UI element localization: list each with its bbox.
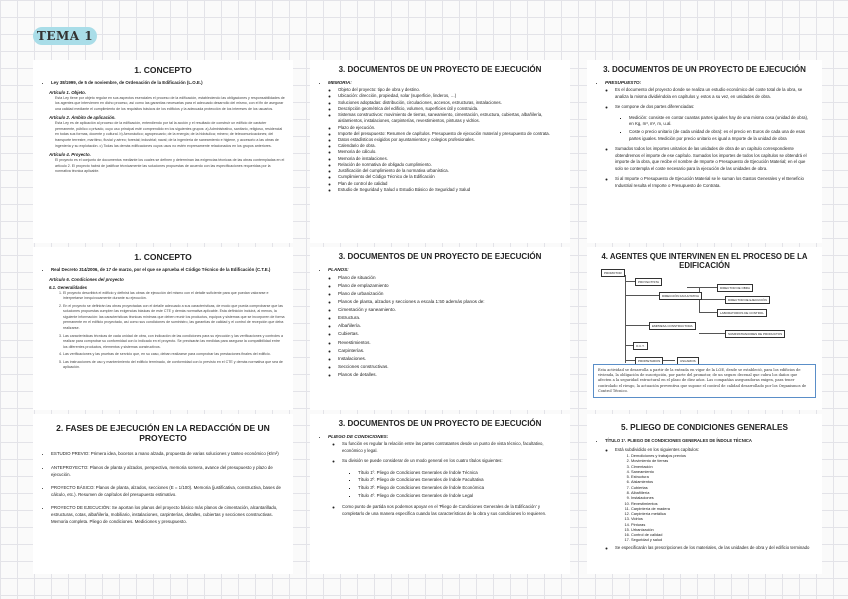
article-head: Artículo 2. Ámbito de aplicación. [49, 115, 116, 121]
card-memoria [310, 60, 570, 243]
list-item: ◦ Datos estadísticos exigidos por ayuntamientos y colegios profesionales. [338, 137, 562, 143]
paragraph: ◦ Sumados todos los importes unitarios de las unidades de obra de un capítulo correspondiente obtendremos el importe de ese capítulo. Sumados los importes de todos los capítulos se obtendrá el importe de la obra, que recibe el nombre de Importe o Presupuesto de Ejecución Material; en el que solo se contempla el coste necesario para la ejecución de las unidades de obra. [615, 146, 814, 172]
list-item: ◦ Albañilería. [338, 322, 562, 330]
list-item: ◦ Secciones constructivas. [338, 363, 562, 371]
list-item: 8. Albañilería [631, 490, 814, 495]
list-item: 12. Carpintería metálica [631, 511, 814, 516]
list-item: 16. Control de calidad [631, 532, 814, 537]
article-subhead: 6.1. Generalidades [49, 284, 87, 290]
org-box-oct: O.C.T. [633, 342, 648, 350]
card-fases [33, 414, 293, 574]
card-concepto-loe [33, 60, 293, 243]
org-box-laboratorios: LABORATORIOS DE CONTROL [717, 309, 767, 317]
list-item: • PROYECTO DE EJECUCIÓN: Se aportan los planos del proyecto básico más planos de cimentación, alcantarillado, estructuras, cotas, albañilería, mobiliario, instalaciones, carpinterías, detalles, cubiertas y secciones constructivas. Memoria completa. Pliego de condiciones. Mediciones y presupuesto. [51, 505, 285, 525]
list-item: ◦ Estudio de Seguridad y Salud o Estudio Básico de Seguridad y Salud [338, 187, 562, 193]
org-box-director-ejecucion: DIRECTOR DE EJECUCIÓN [725, 296, 770, 304]
list-item: ◦ Revestimientos. [338, 339, 562, 347]
section-heading: • MEMORIA: [328, 80, 562, 87]
card-title: 1. CONCEPTO [134, 252, 192, 262]
section-heading: • PRESUPUESTO: [605, 80, 814, 87]
article-body: El proyecto es el conjunto de documentos mediante los cuales se definen y determinan las exigencias técnicas de las obras contempladas en el artículo 2. El proyecto habrá de justificar técnicamente las soluciones propuestas de acuerdo con las especificaciones requeridas por la normativa técnica aplicable. [55, 158, 285, 174]
list-item: ◦ Memoria de cálculo. [338, 149, 562, 155]
list-item: 7. Cubiertas [631, 485, 814, 490]
list-item: 15. Urbanización [631, 527, 814, 532]
list-item: ◦ Memoria de instalaciones. [338, 156, 562, 162]
list-item: ◦ Carpinterías. [338, 347, 562, 355]
list-item: 13. Vidrios [631, 516, 814, 521]
list-item: ◦ Instalaciones. [338, 355, 562, 363]
org-box-proyectista: PROYECTISTA [635, 278, 662, 286]
list-item: ◦ Plazo de ejecución. [338, 125, 562, 131]
card-title: 1. CONCEPTO [134, 65, 192, 75]
paragraph: ◦ Como punto de partida nos podemos apoyar en el 'Pliego de Condiciones Generales de la Edificación' y completarlo de una manera específica cuando las características de la obra y sus condiciones lo requieren. [342, 504, 562, 517]
article-body: Esta Ley es de aplicación al proceso de la edificación, entendiendo por tal la acción y el resultado de construir un edificio de carácter permanente, público o privado, cuyo uso principal esté comprendido en los siguientes grupos: a) Administrativo, sanitario, religioso, residencial en todas sus formas, docente y cultural. b) Aeronáutico; agropecuario; de la energía; de la hidráulica; minero; de telecomunicaciones; del transporte terrestre, marítimo, fluvial y aéreo; forestal; industrial; naval; de la ingeniería de saneamiento e higiene, y accesorio a las obras de ingeniería y su explotación. c) Todas las demás edificaciones cuyos usos no estén expresamente relacionados en los grupos anteriores. [55, 121, 283, 148]
list-item: ◦ Plano de urbanización [338, 290, 562, 298]
list-item: 10. Revestimientos [631, 501, 814, 506]
article-body: Esta Ley tiene por objeto regular en sus aspectos esenciales el proceso de la edificación, estableciendo las obligaciones y responsabilidades de los agentes que intervienen en dicho proceso, así como las garantías necesarias para el adecuado desarrollo del mismo, con el fin de asegurar una calidad mediante el cumplimiento de los requisitos básicos de los edificios y la adecuada protección de los intereses de los usuarios. [55, 95, 285, 111]
org-box-direccion-facultativa: DIRECCIÓN FACULTATIVA [659, 292, 702, 300]
list-item: 5. Las instrucciones de uso y mantenimiento del edificio terminado, de conformidad con lo previsto en el CTE y demás normativa que sea de aplicación. [63, 360, 285, 371]
card-title: 2. FASES DE EJECUCIÓN EN LA REDACCIÓN DE UN PROYECTO [56, 423, 270, 444]
card-concepto-cte [33, 247, 293, 410]
note-box: Esta actividad se desarrolla a partir de la entrada en vigor de la LOE, desde se estableció, para los edificios de vivienda, la obligación de suscripción, por parte del promotor, de un seguro decenal que cubra los daños que afecten a la seguridad estructural en el plazo de diez años. Las compañías aseguradoras exigen, para tener controlado el riesgo, la actuación preventiva que supone el control de calidad desarrollado por los Organismos de Control Técnico. [593, 364, 816, 398]
card-presupuesto [587, 60, 822, 243]
list-item: ▪ Título 2º. Pliego de Condiciones Generales de Índole Facultativa [358, 476, 562, 484]
list-item: ◦ Plan de control de calidad [338, 181, 562, 187]
list-item: ▪ Título 3º. Pliego de Condiciones Generales de Índole Económica [358, 484, 562, 492]
list-item: ◦ Plano de situación [338, 274, 562, 282]
card-title: 3. DOCUMENTOS DE UN PROYECTO DE EJECUCIÓN [338, 252, 542, 261]
paragraph: ◦ Se especificarán las prescripciones de los materiales, de las unidades de obra y del edificio terminado [615, 545, 814, 551]
card-title: 3. DOCUMENTOS DE UN PROYECTO DE EJECUCIÓN [603, 65, 806, 74]
card-title: 3. DOCUMENTOS DE UN PROYECTO DE EJECUCIÓN [338, 65, 542, 74]
list-item: ◦ Soluciones adoptadas: distribución, circulaciones, accesos, estructuras, instalaciones. [338, 100, 562, 106]
section-heading: • PLIEGO DE CONDICIONES: [328, 434, 562, 441]
paragraph: ◦ Si al Importe o Presupuesto de Ejecución Material se le suman los Gastos Generales y el Beneficio Industrial resulta el Importe o Presupuesto de Contrata. [615, 176, 814, 189]
list-item: ◦ Calendario de obra. [338, 143, 562, 149]
lead-item: • Real Decreto 314/2006, de 17 de marzo, por el que se aprueba el Código Técnico de la Edificación (C.T.E.) [51, 267, 285, 273]
card-title: 4. AGENTES QUE INTERVINEN EN EL PROCESO DE LA EDIFICACIÓN [601, 252, 808, 271]
list-item: 4. Saneamiento [631, 469, 814, 474]
org-box-direccion-obra: DIRECTOR DE OBRA [717, 284, 753, 292]
list-item: ◦ Ubicación: dirección, propiedad, solar (superficie, linderos, …) [338, 93, 562, 99]
list-item: • ANTEPROYECTO: Planos de planta y alzados, perspectiva, memoria somera, avance del presupuesto y plazo de ejecución. [51, 465, 285, 478]
list-item: 11. Carpintería de madera [631, 506, 814, 511]
org-box-suministradores: SUMINISTRADORES DE PRODUCTOS [725, 330, 785, 338]
article-head: Artículo 4. Proyecto. [49, 152, 91, 158]
article-head: Artículo 1. Objeto. [49, 89, 87, 95]
lead-item: • Ley 38/1999, de 5 de noviembre, de Ordenación de la Edificación (L.O.E.) [51, 80, 285, 86]
list-item: ▪ Título 1º. Pliego de Condiciones Generales de Índole Técnica [358, 469, 562, 477]
list-item: ◦ Sistemas constructivos: movimiento de tierras, saneamiento, cimentación, estructura, cubiertas, albañilería, aislamientos, instalaciones, carpinterías, revestimientos, pinturas y vidrios. [338, 112, 562, 124]
list-item: ◦ Importe del presupuesto: Resumen de capítulos. Presupuesto de ejecución material y presupuesto de contrata. [338, 131, 562, 137]
list-item: 4. Las verificaciones y las pruebas de servicio que, en su caso, deban realizarse para comprobar las prestaciones finales del edificio. [63, 352, 285, 358]
paragraph: ◦ Es el documento del proyecto donde se realiza un estudio económico del coste total de la obra, se analiza la misma dividiéndola en capítulos y, estos a su vez, en unidades de obra. [615, 87, 814, 100]
card-title: 3. DOCUMENTOS DE UN PROYECTO DE EJECUCIÓN [338, 419, 542, 428]
list-item: ◦ Cumplimiento del Código Técnico de la Edificación [338, 174, 562, 180]
list-item: ◦ Estructura. [338, 314, 562, 322]
list-item: ▪ Medición: consiste en contar cuantas partes iguales hay de una misma cosa (unidad de obra), en Kg, m³, m², m, u.al. [629, 115, 814, 128]
list-item: 14. Pinturas [631, 522, 814, 527]
list-item: 6. Aislamientos [631, 479, 814, 484]
list-item: ◦ Plano de emplazamiento [338, 282, 562, 290]
org-box-usuarios: USUARIOS [677, 357, 699, 365]
card-planos [310, 247, 570, 410]
paragraph: ◦ Está subdividido en los siguientes capítulos: [615, 447, 814, 453]
list-item: ◦ Relación de normativa de obligado cumplimiento. [338, 162, 562, 168]
paragraph: ◦ Se compone de dos partes diferenciadas: [615, 104, 814, 110]
list-item: ◦ Objeto del proyecto: tipo de obra y destino. [338, 87, 562, 93]
org-box-propietarios: PROPIETARIOS [635, 357, 663, 365]
card-pliego [310, 414, 570, 574]
card-agentes [587, 247, 822, 410]
list-item: ◦ Descripción geométrica del edificio, volumen, superficies útil y construida. [338, 106, 562, 112]
card-pliego-generales [587, 414, 822, 574]
section-heading: • TÍTULO 1º. PLIEGO DE CONDICIONES GENERALES DE ÍNDOLE TÉCNICA [605, 438, 814, 444]
list-item: ◦ Cubiertas. [338, 330, 562, 338]
list-item: ◦ Justificación del cumplimiento de la normativa urbanística. [338, 168, 562, 174]
list-item: 3. Cimentación [631, 464, 814, 469]
list-item: • ESTUDIO PREVIO: Primera idea, bocetos a mano alzada, propuesta de varias soluciones y tanteo económico (€/m²) [51, 451, 285, 458]
list-item: 2. En el proyecto se definirán las obras proyectadas con el detalle adecuado a sus características, de modo que pueda comprobarse que las soluciones propuestas cumplen las exigencias básicas de este CTE y demás normativa aplicable. Esta definición incluirá, al menos, la siguiente información: las características técnicas mínimas que deben reunir los productos, equipos y sistemas que se incorporen de forma permanente en el edificio proyectado, así como sus condiciones de suministro, las garantías de calidad y el control de recepción que deba realizarse. [63, 304, 285, 332]
paragraph: ◦ Su división se puede considerar de un modo general en los cuatro títulos siguientes: [342, 458, 562, 464]
list-item: 5. Estructura [631, 474, 814, 479]
list-item: ◦ Planos de planta, alzados y secciones a escala 1:50 además planos de: [338, 298, 562, 306]
list-item: 3. Las características técnicas de cada unidad de obra, con indicación de las condiciones para su ejecución y las verificaciones y controles a realizar para comprobar su conformidad con lo indicado en el proyecto. Se precisarán las medidas para asegurar la compatibilidad entre los diferentes productos, elementos y sistemas constructivos. [63, 334, 285, 351]
list-item: 1. Demoliciones y trabajos previos [631, 453, 814, 458]
list-item: 1. El proyecto describirá el edificio y definirá las obras de ejecución del mismo con el detalle suficiente para que puedan valorarse e interpretarse inequívocamente durante su ejecución. [63, 291, 285, 302]
paragraph: ◦ Su función es regular la relación entre las partes contratantes desde un punto de vista técnico, facultativo, económico y legal. [342, 441, 562, 454]
list-item: ◦ Cimentación y saneamiento. [338, 306, 562, 314]
org-box-promotor: PROMOTOR [601, 269, 625, 277]
tema-badge: TEMA 1 [33, 27, 97, 45]
list-item: 2. Movimiento de tierras [631, 458, 814, 463]
card-title: 5. PLIEGO DE CONDICIONES GENERALES [621, 423, 788, 432]
list-item: 17. Seguridad y salud [631, 537, 814, 542]
list-item: 9. Instalaciones [631, 495, 814, 500]
section-heading: • PLANOS: [328, 267, 562, 274]
list-item: • PROYECTO BÁSICO: Planos de planta, alzados, secciones (E = 1/100). Memoria (justificativa, constructiva, bases de cálculo, etc.). Resumen de capítulos del presupuesto estimativo. [51, 485, 285, 498]
list-item: ▪ Título 4º. Pliego de Condiciones Generales de Índole Legal [358, 492, 562, 500]
list-item: ▪ Coste o precio unitario (de cada unidad de obra): es el precio en Euros de cada una de esas partes iguales. Medición por precio unitario es igual a Importe de la unidad de obra [629, 129, 814, 142]
org-box-empresa-constructora: EMPRESA CONSTRUCTORA [649, 322, 696, 330]
article-head: Artículo 6. Condiciones del proyecto [49, 276, 124, 282]
list-item: ◦ Planos de detalles. [338, 371, 562, 379]
